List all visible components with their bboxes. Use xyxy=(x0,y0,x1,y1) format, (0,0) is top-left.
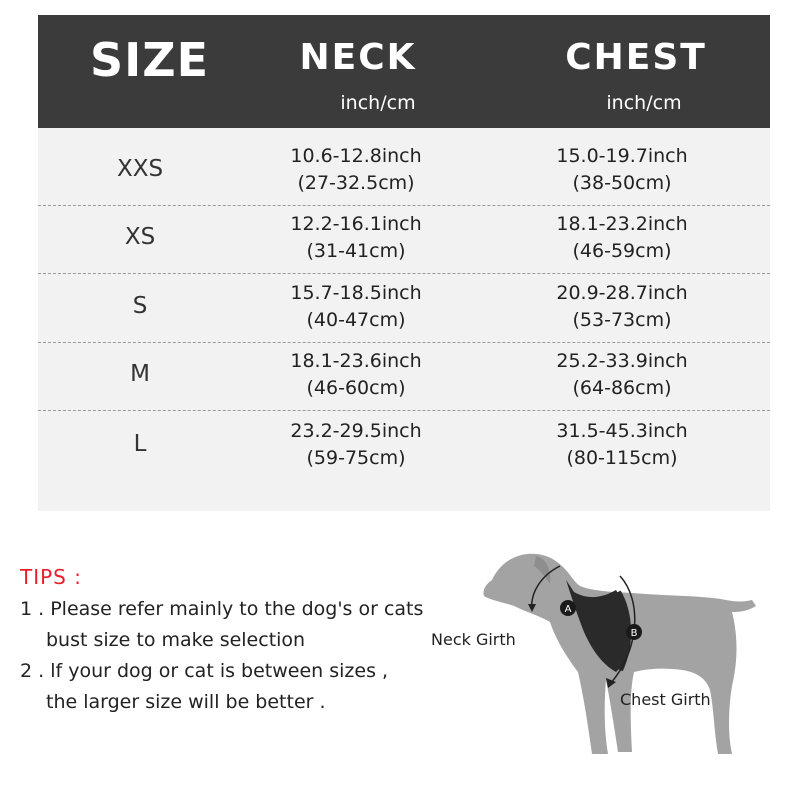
neck-inch: 12.2-16.1inch xyxy=(290,213,422,235)
marker-a-label: A xyxy=(564,604,572,615)
chest-inch: 31.5-45.3inch xyxy=(556,420,688,442)
table-header xyxy=(38,15,770,128)
chest-cell xyxy=(522,143,722,197)
header-chest xyxy=(546,37,726,114)
tip-2-line-2: the larger size will be better . xyxy=(46,691,326,713)
chest-inch: 20.9-28.7inch xyxy=(556,282,688,304)
neck-inch: 15.7-18.5inch xyxy=(290,282,422,304)
tip-1-line-1: 1 . Please refer mainly to the dog's or cats xyxy=(20,598,424,620)
neck-cell xyxy=(256,418,456,472)
neck-inch: 10.6-12.8inch xyxy=(290,145,422,167)
size-cell: M xyxy=(130,361,150,387)
header-chest-title: CHEST xyxy=(565,37,707,78)
tip-item-2 xyxy=(20,656,388,718)
table-row xyxy=(38,343,770,411)
neck-cell xyxy=(256,143,456,197)
row-divider xyxy=(38,410,770,411)
chest-girth-label: Chest Girth xyxy=(620,690,711,709)
header-neck-unit: inch/cm xyxy=(340,92,416,114)
neck-cm: (59-75cm) xyxy=(306,447,406,469)
tip-1-line-2: bust size to make selection xyxy=(46,629,306,651)
neck-cell xyxy=(256,348,456,402)
chest-cell xyxy=(522,280,722,334)
tip-2-line-1: 2 . lf your dog or cat is between sizes , xyxy=(20,660,389,682)
neck-inch: 18.1-23.6inch xyxy=(290,350,422,372)
table-row xyxy=(38,413,770,481)
chest-inch: 25.2-33.9inch xyxy=(556,350,688,372)
row-divider xyxy=(38,273,770,274)
neck-cm: (27-32.5cm) xyxy=(297,172,415,194)
chest-cm: (80-115cm) xyxy=(566,447,678,469)
size-chart-table xyxy=(38,15,770,511)
neck-cell xyxy=(256,211,456,265)
marker-b-label: B xyxy=(630,628,638,639)
neck-girth-label: Neck Girth xyxy=(431,630,516,649)
tips-title: TIPS : xyxy=(20,565,82,589)
dog-harness-illustration xyxy=(470,540,770,770)
chest-cell xyxy=(522,348,722,402)
chest-inch: 15.0-19.7inch xyxy=(556,145,688,167)
chest-inch: 18.1-23.2inch xyxy=(556,213,688,235)
neck-cell xyxy=(256,280,456,334)
size-cell: L xyxy=(133,431,147,457)
table-row xyxy=(38,138,770,206)
header-neck xyxy=(288,37,428,114)
header-chest-unit: inch/cm xyxy=(606,92,682,114)
neck-cm: (46-60cm) xyxy=(306,377,406,399)
neck-cm: (40-47cm) xyxy=(306,309,406,331)
chest-cm: (38-50cm) xyxy=(572,172,672,194)
chest-cm: (46-59cm) xyxy=(572,240,672,262)
size-cell: XXS xyxy=(116,156,164,182)
neck-cm: (31-41cm) xyxy=(306,240,406,262)
table-row xyxy=(38,275,770,343)
size-cell: S xyxy=(132,293,148,319)
chest-cell xyxy=(522,211,722,265)
neck-inch: 23.2-29.5inch xyxy=(290,420,422,442)
tip-item-1 xyxy=(20,594,423,656)
chest-cm: (53-73cm) xyxy=(572,309,672,331)
table-row xyxy=(38,206,770,274)
size-cell: XS xyxy=(124,224,156,250)
chest-cm: (64-86cm) xyxy=(572,377,672,399)
chest-cell xyxy=(522,418,722,472)
header-size: SIZE xyxy=(90,33,210,87)
header-neck-title: NECK xyxy=(299,37,417,78)
